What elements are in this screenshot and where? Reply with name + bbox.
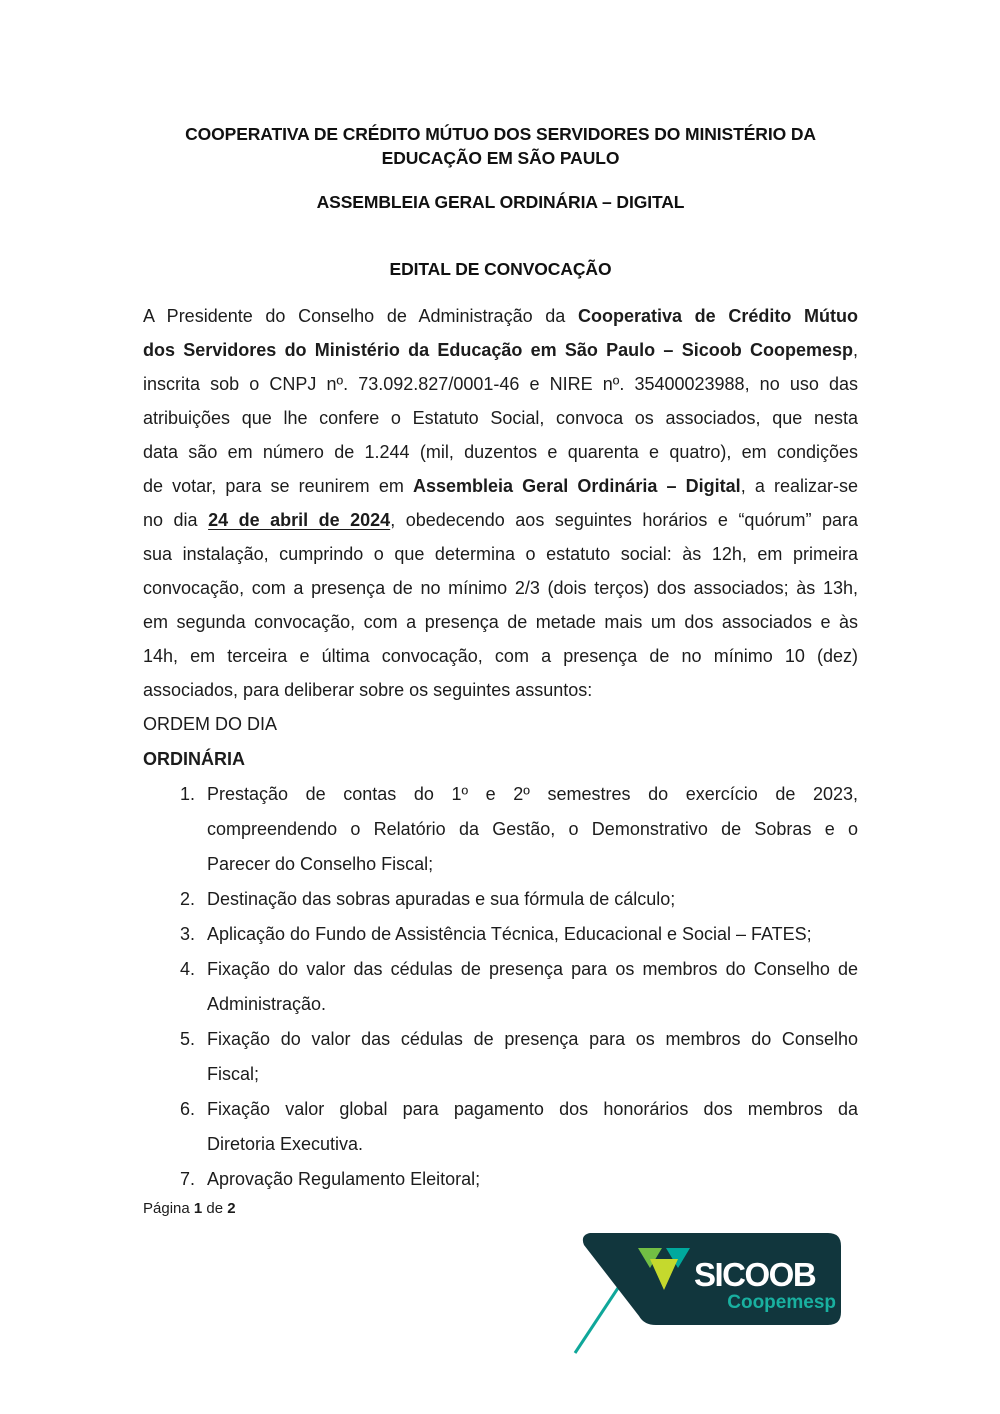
logo-accent-ray [575,1288,618,1353]
text-segment: Fixação do valor das cédulas de presença para os membros do Conselho [207,1029,858,1049]
text-line [207,812,858,847]
agenda-item-number: 4. [179,959,195,979]
agenda-item-text [207,1092,858,1162]
text-segment: associados, para deliberar sobre os seguintes assuntos: [143,680,593,700]
text-segment: Fixação do valor das cédulas de presença para os membros do Conselho de [207,959,858,979]
text-line [143,469,858,503]
text-line [143,299,858,333]
text-segment: Destinação das sobras apuradas e sua fórmula de cálculo; [207,889,676,909]
agenda-item [143,1022,858,1092]
doc-title: EDITAL DE CONVOCAÇÃO [389,258,612,279]
assembly-subtitle: ASSEMBLEIA GERAL ORDINÁRIA – DIGITAL [316,192,685,212]
text-line [207,882,858,917]
text-line [143,673,858,707]
page-label-prefix: Página [143,1200,194,1217]
text-segment: Prestação de contas do 1º e 2º semestres do exercício de 2023, [207,784,858,804]
text-segment: sua instalação, cumprindo o que determina o estatuto social: às 12h, em primeira [143,544,858,564]
text-segment: Fiscal; [207,1064,260,1084]
agenda-item-number: 3. [179,924,195,944]
agenda-item-text [207,882,858,917]
agenda-item [143,952,858,1022]
agenda-item [143,1092,858,1162]
text-line [207,1022,858,1057]
page-current: 1 [193,1200,203,1217]
brand-name-text: SICOOB [694,1256,816,1293]
text-line [143,401,858,435]
agenda-list [143,777,858,1197]
text-segment: Diretoria Executiva. [207,1134,364,1154]
text-line [207,847,858,882]
text-segment: data são em número de 1.244 (mil, duzentos e quarenta e quatro), em condições [143,442,858,462]
text-segment: , [852,340,858,360]
text-line [207,1127,858,1162]
page-total: 2 [227,1200,236,1217]
org-title-line2: EDUCAÇÃO EM SÃO PAULO [381,147,620,168]
text-segment: A Presidente do Conselho de Administração da [143,306,578,326]
sub-brand-text: Coopemesp [727,1292,836,1313]
text-segment: 24 de abril de 2024 [208,510,391,530]
text-segment: Administração. [207,994,327,1014]
text-line [207,987,858,1022]
document-content [143,123,858,1197]
agenda-item [143,1162,858,1197]
text-line [207,952,858,987]
agenda-item-text [207,777,858,882]
page-number-label [143,1200,236,1217]
text-segment: Parecer do Conselho Fiscal; [207,854,434,874]
ordinaria-section-label: ORDINÁRIA [143,749,245,769]
text-line [143,367,858,401]
agenda-item-text [207,1022,858,1092]
text-segment: atribuições que lhe confere o Estatuto Social, convoca os associados, que nesta [143,408,858,428]
text-line [143,537,858,571]
text-segment: Assembleia Geral Ordinária – Digital [412,476,741,496]
agenda-item-number: 6. [179,1099,195,1119]
text-line [207,1057,858,1092]
text-segment: dos Servidores do Ministério da Educação em São Paulo – Sicoob Coopemesp [143,340,853,360]
page-label-sep: de [202,1200,228,1217]
agenda-item [143,777,858,882]
org-title-line1: COOPERATIVA DE CRÉDITO MÚTUO DOS SERVIDORES DO MINISTÉRIO DA [185,124,816,144]
agenda-item [143,882,858,917]
text-line [207,777,858,812]
text-segment: em segunda convocação, com a presença de metade mais um dos associados e às [143,612,858,632]
text-line [207,1092,858,1127]
text-line [207,1162,858,1197]
text-segment: convocação, com a presença de no mínimo 2/3 (dois terços) dos associados; às 13h, [143,578,858,598]
text-segment: , obedecendo aos seguintes horários e “quórum” para [390,510,858,530]
text-segment: Fixação valor global para pagamento dos honorários dos membros da [207,1099,858,1119]
text-line [207,917,858,952]
text-segment: no dia [143,510,209,530]
text-line [143,639,858,673]
text-line [143,435,858,469]
footer-divider-line [143,1232,603,1236]
text-segment: , a realizar-se [740,476,859,496]
text-segment: 14h, em terceira e última convocação, com a presença de no mínimo 10 (dez) [143,646,858,666]
text-line [143,571,858,605]
text-segment: Cooperativa de Crédito Mútuo [577,306,858,326]
agenda-item [143,917,858,952]
agenda-item-number: 5. [179,1029,195,1049]
text-line [143,333,858,367]
agenda-item-text [207,917,858,952]
text-segment: de votar, para se reunirem em [143,476,413,496]
convocation-paragraph [143,299,858,707]
agenda-item-number: 2. [179,889,195,909]
text-segment: Aprovação Regulamento Eleitoral; [207,1169,481,1189]
text-line [143,605,858,639]
agenda-item-number: 1. [179,784,195,804]
text-segment: compreendendo o Relatório da Gestão, o Demonstrativo de Sobras e o [207,819,858,839]
text-line [143,503,858,537]
ordem-do-dia-label: ORDEM DO DIA [143,714,278,734]
sicoob-coopemesp-logo [556,1228,856,1373]
text-segment: Aplicação do Fundo de Assistência Técnica, Educacional e Social – FATES; [207,924,812,944]
text-segment: inscrita sob o CNPJ nº. 73.092.827/0001-46 e NIRE nº. 35400023988, no uso das [143,374,858,394]
agenda-item-text [207,952,858,1022]
agenda-item-text [207,1162,858,1197]
agenda-item-number: 7. [179,1169,195,1189]
